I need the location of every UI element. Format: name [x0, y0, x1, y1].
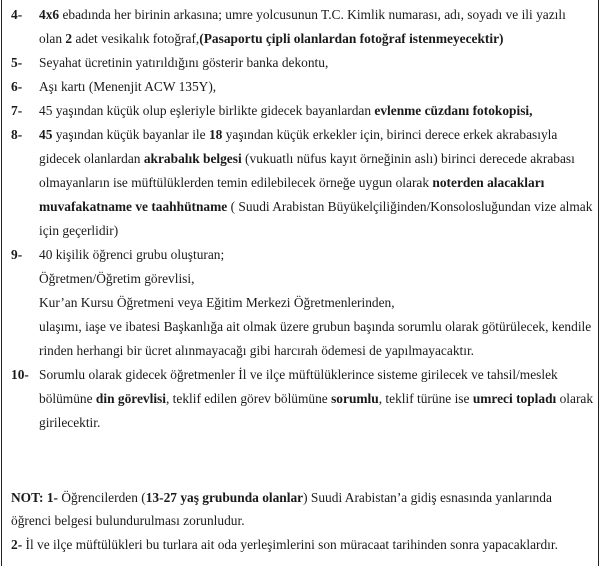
item-10-line-3: girilecektir. — [39, 415, 101, 430]
item-8-line-5: için geçerlidir) — [39, 223, 119, 238]
item-8-number: 8- — [11, 127, 23, 142]
item-8-line-3: olmayanların ise müftülüklerden temin edilebilecek örneğe uygun olarak noterden alacakları — [39, 175, 545, 190]
item-6-number: 6- — [11, 79, 23, 94]
item-9-line-1: 40 kişilik öğrenci grubu oluşturan; — [39, 247, 225, 262]
item-4-line-2: olan 2 adet vesikalık fotoğraf,(Pasaportu çipli olanlardan fotoğraf istenmeyecektir) — [39, 31, 504, 46]
note-line-2: öğrenci belgesi bulundurulması zorunludur. — [11, 513, 245, 528]
item-5-number: 5- — [11, 55, 23, 70]
item-4-line-1: 4x6 ebadında her birinin arkasına; umre yolcusunun T.C. Kimlik numarası, adı, soyadı ve ili yazılı — [39, 7, 566, 22]
item-10-line-2: bölümüne din görevlisi, teklif edilen görev bölümüne sorumlu, teklif türüne ise umreci topladı olarak — [39, 391, 594, 406]
note-line-1: NOT: 1- Öğrencilerden (13-27 yaş grubunda olanlar) Suudi Arabistan’a gidiş esnasında yanlarında — [11, 490, 552, 505]
item-7-line-1: 45 yaşından küçük olup eşleriyle birlikte gidecek bayanlardan evlenme cüzdanı fotokopisi, — [39, 103, 533, 118]
item-9-line-4: ulaşımı, iaşe ve ibatesi Başkanlığa ait olmak üzere grubun başında sorumlu olarak götürülecek, kendile — [39, 319, 592, 334]
item-6-line-1: Aşı kartı (Menenjit ACW 135Y), — [39, 79, 217, 94]
item-4-number: 4- — [11, 7, 23, 22]
item-8-line-4: muvafakatname ve taahhütname ( Suudi Arabistan Büyükelçiliğinden/Konsolosluğundan vize almak — [39, 199, 593, 214]
item-9-line-3: Kur’an Kursu Öğretmeni veya Eğitim Merkezi Öğretmenlerinden, — [39, 295, 395, 310]
item-9-number: 9- — [11, 247, 23, 262]
item-8-line-1: 45 yaşından küçük bayanlar ile 18 yaşından küçük erkekler için, birinci derece erkek akrabasıyla — [39, 127, 558, 142]
item-7-number: 7- — [11, 103, 23, 118]
note-line-3: 2- İl ve ilçe müftülükleri bu turlara ait oda yerleşimlerini son müracaat tarihinden sonra yapacaklardır. — [11, 537, 558, 552]
item-10-number: 10- — [11, 367, 29, 382]
item-9-line-5: rinden herhangi bir ücret alınmayacağı gibi harcırah ödemesi de yapılmayacaktır. — [39, 343, 475, 358]
item-10-line-1: Sorumlu olarak gidecek öğretmenler İl ve ilçe müftülüklerince sisteme girilecek ve tahsil/meslek — [39, 367, 558, 382]
item-8-line-2: gidecek olanlardan akrabalık belgesi (vukuatlı nüfus kayıt örneğinin aslı) birinci derecede akrabası — [39, 151, 575, 166]
item-5-line-1: Seyahat ücretinin yatırıldığını gösterir banka dekontu, — [39, 55, 329, 70]
item-9-line-2: Öğretmen/Öğretim görevlisi, — [39, 271, 195, 286]
